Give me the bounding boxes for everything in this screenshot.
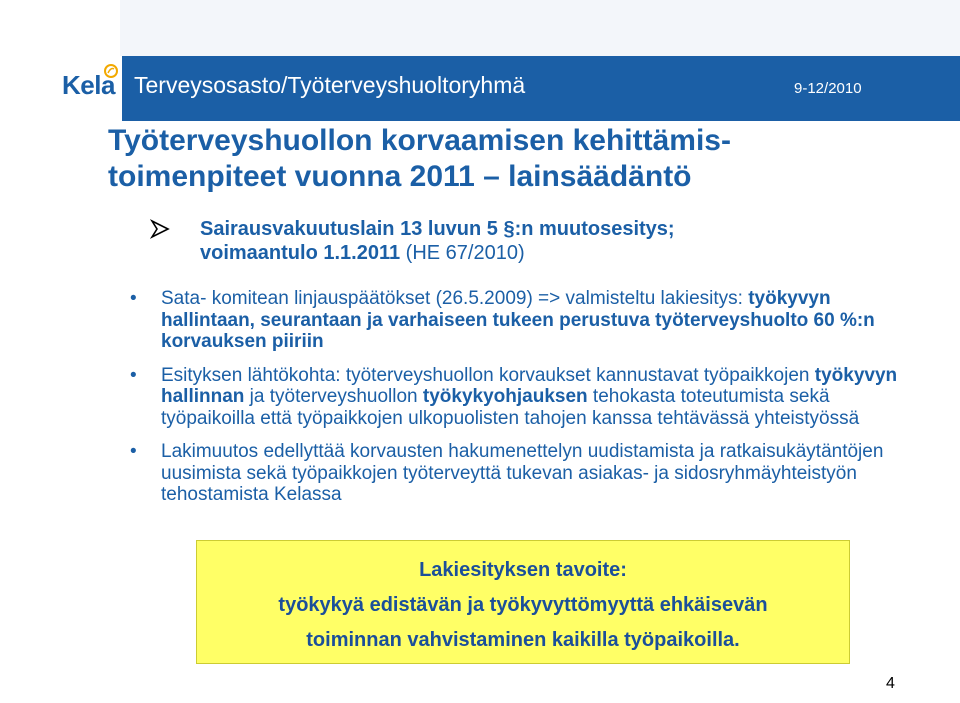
bullet-dot-icon: •	[130, 288, 137, 309]
department-title: Terveysosasto/Työterveyshuoltoryhmä	[134, 72, 526, 98]
goal-line-2: työkykyä edistävän ja työkyvyttömyyttä ehkäisevän	[278, 594, 768, 616]
bullet-1-text: Sata- komitean linjauspäätökset (26.5.2009) => valmisteltu lakiesitys:	[161, 288, 749, 309]
bullet-list	[130, 288, 900, 506]
bullet-dot-icon: •	[130, 364, 137, 386]
header-top-strip	[0, 0, 960, 56]
title-line-1: Työterveyshuollon korvaamisen kehittämis-	[108, 124, 731, 157]
arrow-bold-line-2: voimaantulo 1.1.2011	[200, 242, 401, 264]
arrow-item-text	[200, 217, 850, 265]
bullet-item-2	[130, 365, 900, 430]
bullet-1-bold: työkyvyn hallintaan, seurantaan ja varhaiseen tukeen perustuva työterveyshuolto 60 %:n korvauksen piiriin	[161, 288, 875, 352]
page-number: 4	[886, 675, 895, 692]
bullet-item-3	[130, 441, 900, 506]
goal-box	[196, 540, 850, 664]
header-light-block	[120, 0, 960, 56]
logo-leaf-icon	[104, 64, 118, 78]
slide-title	[108, 123, 868, 195]
arrowhead-bullet-icon	[150, 219, 170, 239]
goal-line-3: toiminnan vahvistaminen kaikilla työpaikoilla.	[306, 629, 740, 651]
bullet-dot-icon: •	[130, 441, 137, 462]
slide-date: 9-12/2010	[794, 80, 862, 97]
arrow-bold-line-1: Sairausvakuutuslain 13 luvun 5 §:n muutosesitys;	[200, 218, 675, 240]
bullet-item-1	[130, 288, 900, 353]
arrow-normal-tail: (HE 67/2010)	[400, 242, 525, 264]
bullet-3-text: Lakimuutos edellyttää korvausten hakumenettelyn uudistamista ja ratkaisukäytäntöjen uusimista sekä työpaikkojen työterveyttä tukevan asiakas- ja sidosryhmäyhteistyön tehostamista Kelassa	[161, 441, 884, 505]
bullet-2-text-1: Esityksen lähtökohta: työterveyshuollon korvaukset kannustavat työpaikkojen	[161, 364, 815, 386]
bullet-2-text-3: tehokasta toteutumista sekä työpaikoilla että työpaikkojen ulkopuolisten tahojen kanssa tehtävässä yhteistyössä	[161, 386, 860, 429]
bullet-2-bold-2: työkykyohjauksen	[422, 386, 588, 407]
bullet-2-bold-1: työkyvyn hallinnan	[161, 364, 898, 407]
bullet-2-text-2: ja työterveyshuollon	[244, 386, 423, 407]
goal-heading: Lakiesityksen tavoite:	[419, 559, 627, 581]
kela-logo: Kela	[62, 70, 115, 100]
title-line-2: toimenpiteet vuonna 2011 – lainsäädäntö	[108, 160, 692, 193]
